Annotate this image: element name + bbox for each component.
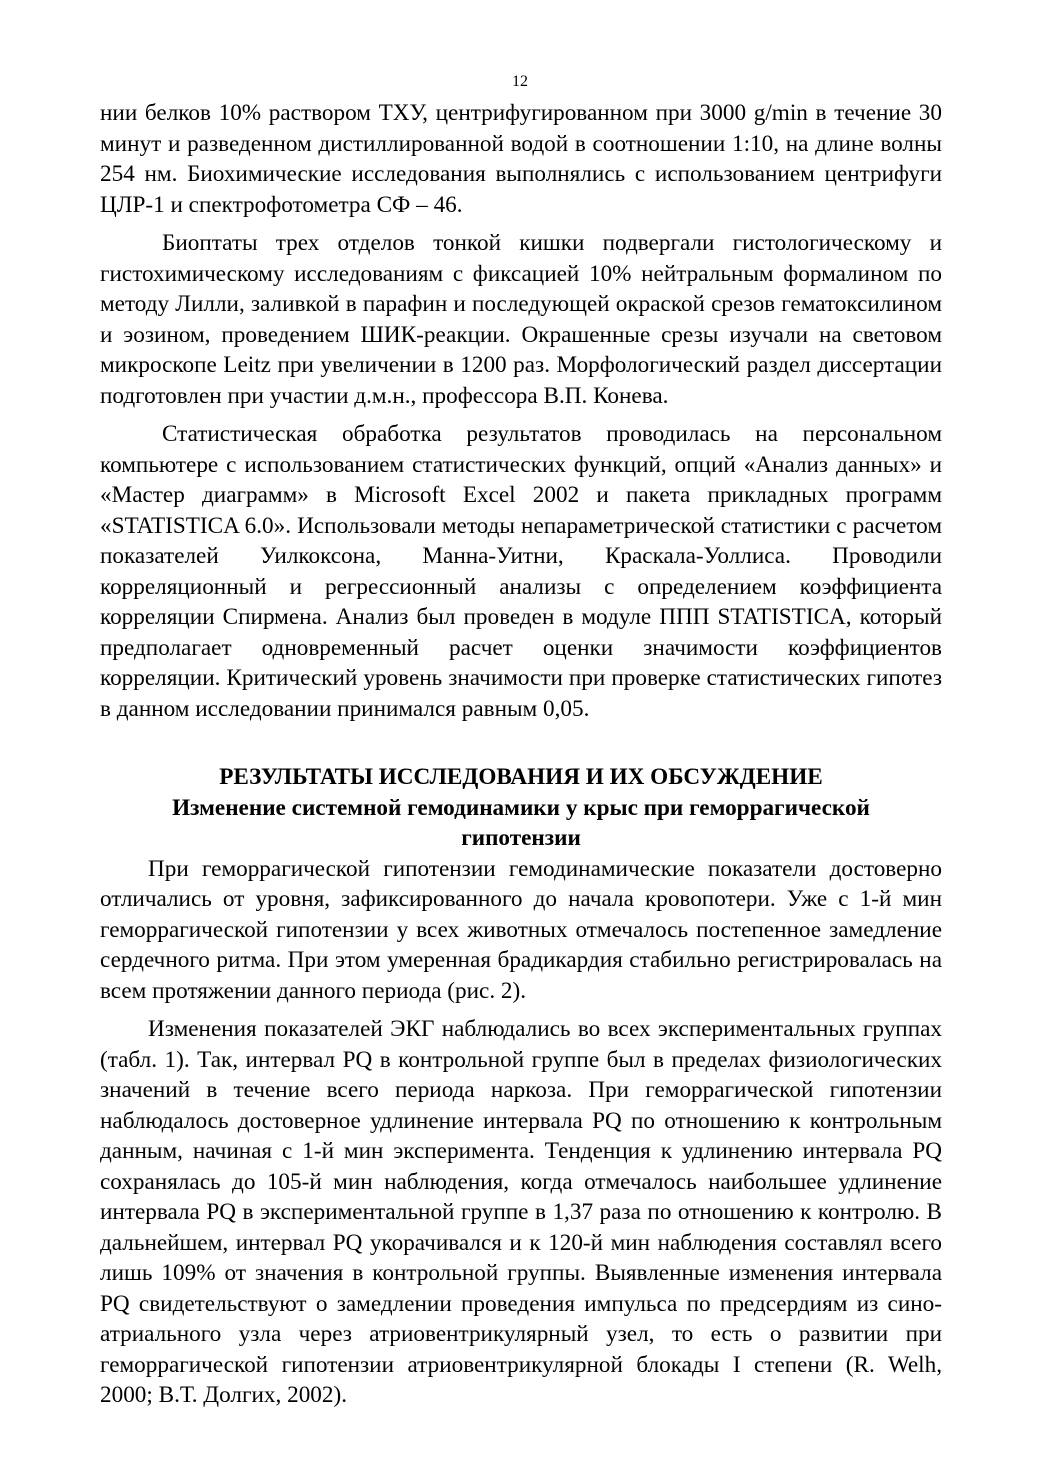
paragraph-methods-statistics: Статистическая обработка результатов проводилась на персональном компьютере с использованием статистических функций, опций «Анализ данных» и «Мастер диаграмм» в Microsoft Excel 2002 и пакета прикладных программ «STATISTICA 6.0». Использовали методы непараметрической статистики с расчетом показателей Уилкоксона, Манна-Уитни, Краскала-Уоллиса. Проводили корреляционный и регрессионный анализы с определением коэффициента корреляции Спирмена. Анализ был проведен в модуле ППП STATISTICA, который предполагает одновременный расчет оценки значимости коэффициентов корреляции. Критический уровень значимости при проверке статистических гипотез в данном исследовании принимался равным 0,05. [100, 421, 942, 722]
paragraph-results-ecg: Изменения показателей ЭКГ наблюдались во всех экспериментальных группах (табл. 1). Так, интервал PQ в контрольной группе был в пределах физиологических значений в течение всего периода наркоза. При геморрагической гипотензии наблюдалось достоверное удлинение интервала PQ по отношению к контрольным данным, начиная с 1-й мин эксперимента. Тенденция к удлинению интервала PQ сохранялась до 105-й мин наблюдения, когда отмечалось наибольшее удлинение интервала PQ в экспериментальной группе в 1,37 раза по отношению к контролю. В дальнейшем, интервал PQ укорачивался и к 120-й мин наблюдения составлял всего лишь 109% от значения в контрольной группы. Выявленные изменения интервала PQ свидетельствуют о замедлении проведения импульса по предсердиям из сино-атриального узла через атриовентрикулярный узел, то есть о развитии при геморрагической гипотензии атриовентрикулярной блокады I степени (R. Welh, 2000; В.Т. Долгих, 2002). [100, 1016, 942, 1408]
page-number: 12 [512, 73, 528, 90]
paragraph-methods-biochem: нии белков 10% раствором ТХУ, центрифугированном при 3000 g/min в течение 30 минут и разведенном дистиллированной водой в соотношении 1:10, на длине волны 254 нм. Биохимические исследования выполнялись с использованием центрифуги ЦЛР-1 и спектрофотометра СФ – 46. [100, 100, 942, 218]
section-heading: РЕЗУЛЬТАТЫ ИССЛЕДОВАНИЯ И ИХ ОБСУЖДЕНИЕ [219, 764, 823, 790]
page-content [100, 98, 942, 1411]
paragraph-results-hemodynamics: При геморрагической гипотензии гемодинамические показатели достоверно отличались от уровня, зафиксированного до начала кровопотери. Уже с 1-й мин геморрагической гипотензии у всех животных отмечалось постепенное замедление сердечного ритма. При этом умеренная брадикардия стабильно регистрировалась на всем протяжении данного периода (рис. 2). [100, 855, 942, 1004]
section-subheading: Изменение системной гемодинамики у крыс при геморрагической гипотензии [172, 794, 870, 851]
paragraph-methods-histology: Биоптаты трех отделов тонкой кишки подвергали гистологическому и гистохимическому исследованиям с фиксацией 10% нейтральным формалином по методу Лилли, заливкой в парафин и последующей окраской срезов гематоксилином и эозином, проведением ШИК-реакции. Окрашенные срезы изучали на световом микроскопе Leitz при увеличении в 1200 раз. Морфологический раздел диссертации подготовлен при участии д.м.н., профессора В.П. Конева. [100, 230, 942, 409]
